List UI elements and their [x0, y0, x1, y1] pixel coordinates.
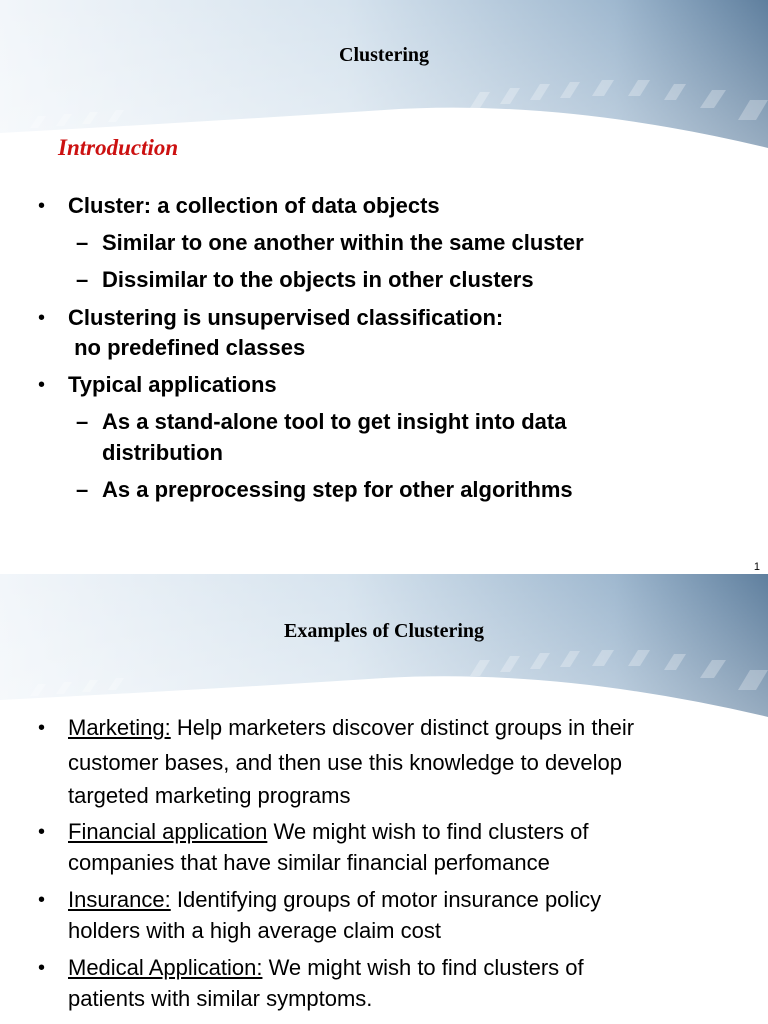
example-text: We might wish to find clusters of: [267, 819, 589, 844]
example-term: Insurance:: [68, 887, 171, 912]
slide-header-banner: [0, 574, 768, 724]
example-financial: [68, 819, 589, 845]
example-text-cont: companies that have similar financial perfomance: [68, 850, 550, 875]
example-text-cont: targeted marketing programs: [68, 783, 351, 808]
example-text: Help marketers discover distinct groups in their: [170, 715, 635, 740]
bullet-unsupervised-cont: no predefined classes: [68, 335, 306, 360]
sub-bullet-dash: –: [76, 477, 89, 502]
sub-bullet-dash: –: [76, 409, 89, 434]
slide-2: [0, 574, 768, 1024]
slide-title: Clustering: [339, 44, 429, 66]
sub-bullet-standalone: As a stand-alone tool to get insight into data: [102, 409, 567, 434]
page-number: 1: [753, 561, 760, 573]
bullet-marker: •: [38, 195, 46, 217]
sub-bullet-preprocessing: As a preprocessing step for other algorithms: [102, 477, 573, 502]
sub-bullet-similar: Similar to one another within the same cluster: [102, 230, 584, 255]
sub-bullet-dissimilar: Dissimilar to the objects in other clusters: [102, 267, 534, 292]
sub-bullet-dash: –: [76, 230, 89, 255]
example-term: Medical Application:: [68, 955, 263, 980]
slide-subtitle: Introduction: [58, 135, 179, 160]
bullet-unsupervised: Clustering is unsupervised classification:: [68, 305, 504, 330]
example-text-cont: patients with similar symptoms.: [68, 986, 373, 1011]
sub-bullet-dash: –: [76, 267, 89, 292]
bullet-marker: •: [38, 957, 46, 979]
example-text-cont: customer bases, and then use this knowledge to develop: [68, 750, 623, 775]
example-text-cont: holders with a high average claim cost: [68, 918, 441, 943]
bullet-marker: •: [38, 821, 46, 843]
slide-title: Examples of Clustering: [284, 620, 484, 642]
bullet-marker: •: [38, 717, 46, 739]
bullet-marker: •: [38, 374, 46, 396]
sub-bullet-standalone-cont: distribution: [102, 440, 223, 465]
example-marketing: [68, 715, 634, 741]
example-term: Financial application: [68, 819, 268, 844]
example-text: Identifying groups of motor insurance policy: [170, 887, 602, 912]
bullet-marker: •: [38, 307, 46, 329]
bullet-cluster-definition: Cluster: a collection of data objects: [68, 193, 440, 218]
slide-header-banner: [0, 0, 768, 150]
example-insurance: [68, 887, 601, 913]
example-medical: [68, 955, 584, 981]
bullet-marker: •: [38, 889, 46, 911]
bullet-typical-applications: Typical applications: [68, 372, 277, 397]
example-text: We might wish to find clusters of: [262, 955, 584, 980]
example-term: Marketing:: [68, 715, 171, 740]
